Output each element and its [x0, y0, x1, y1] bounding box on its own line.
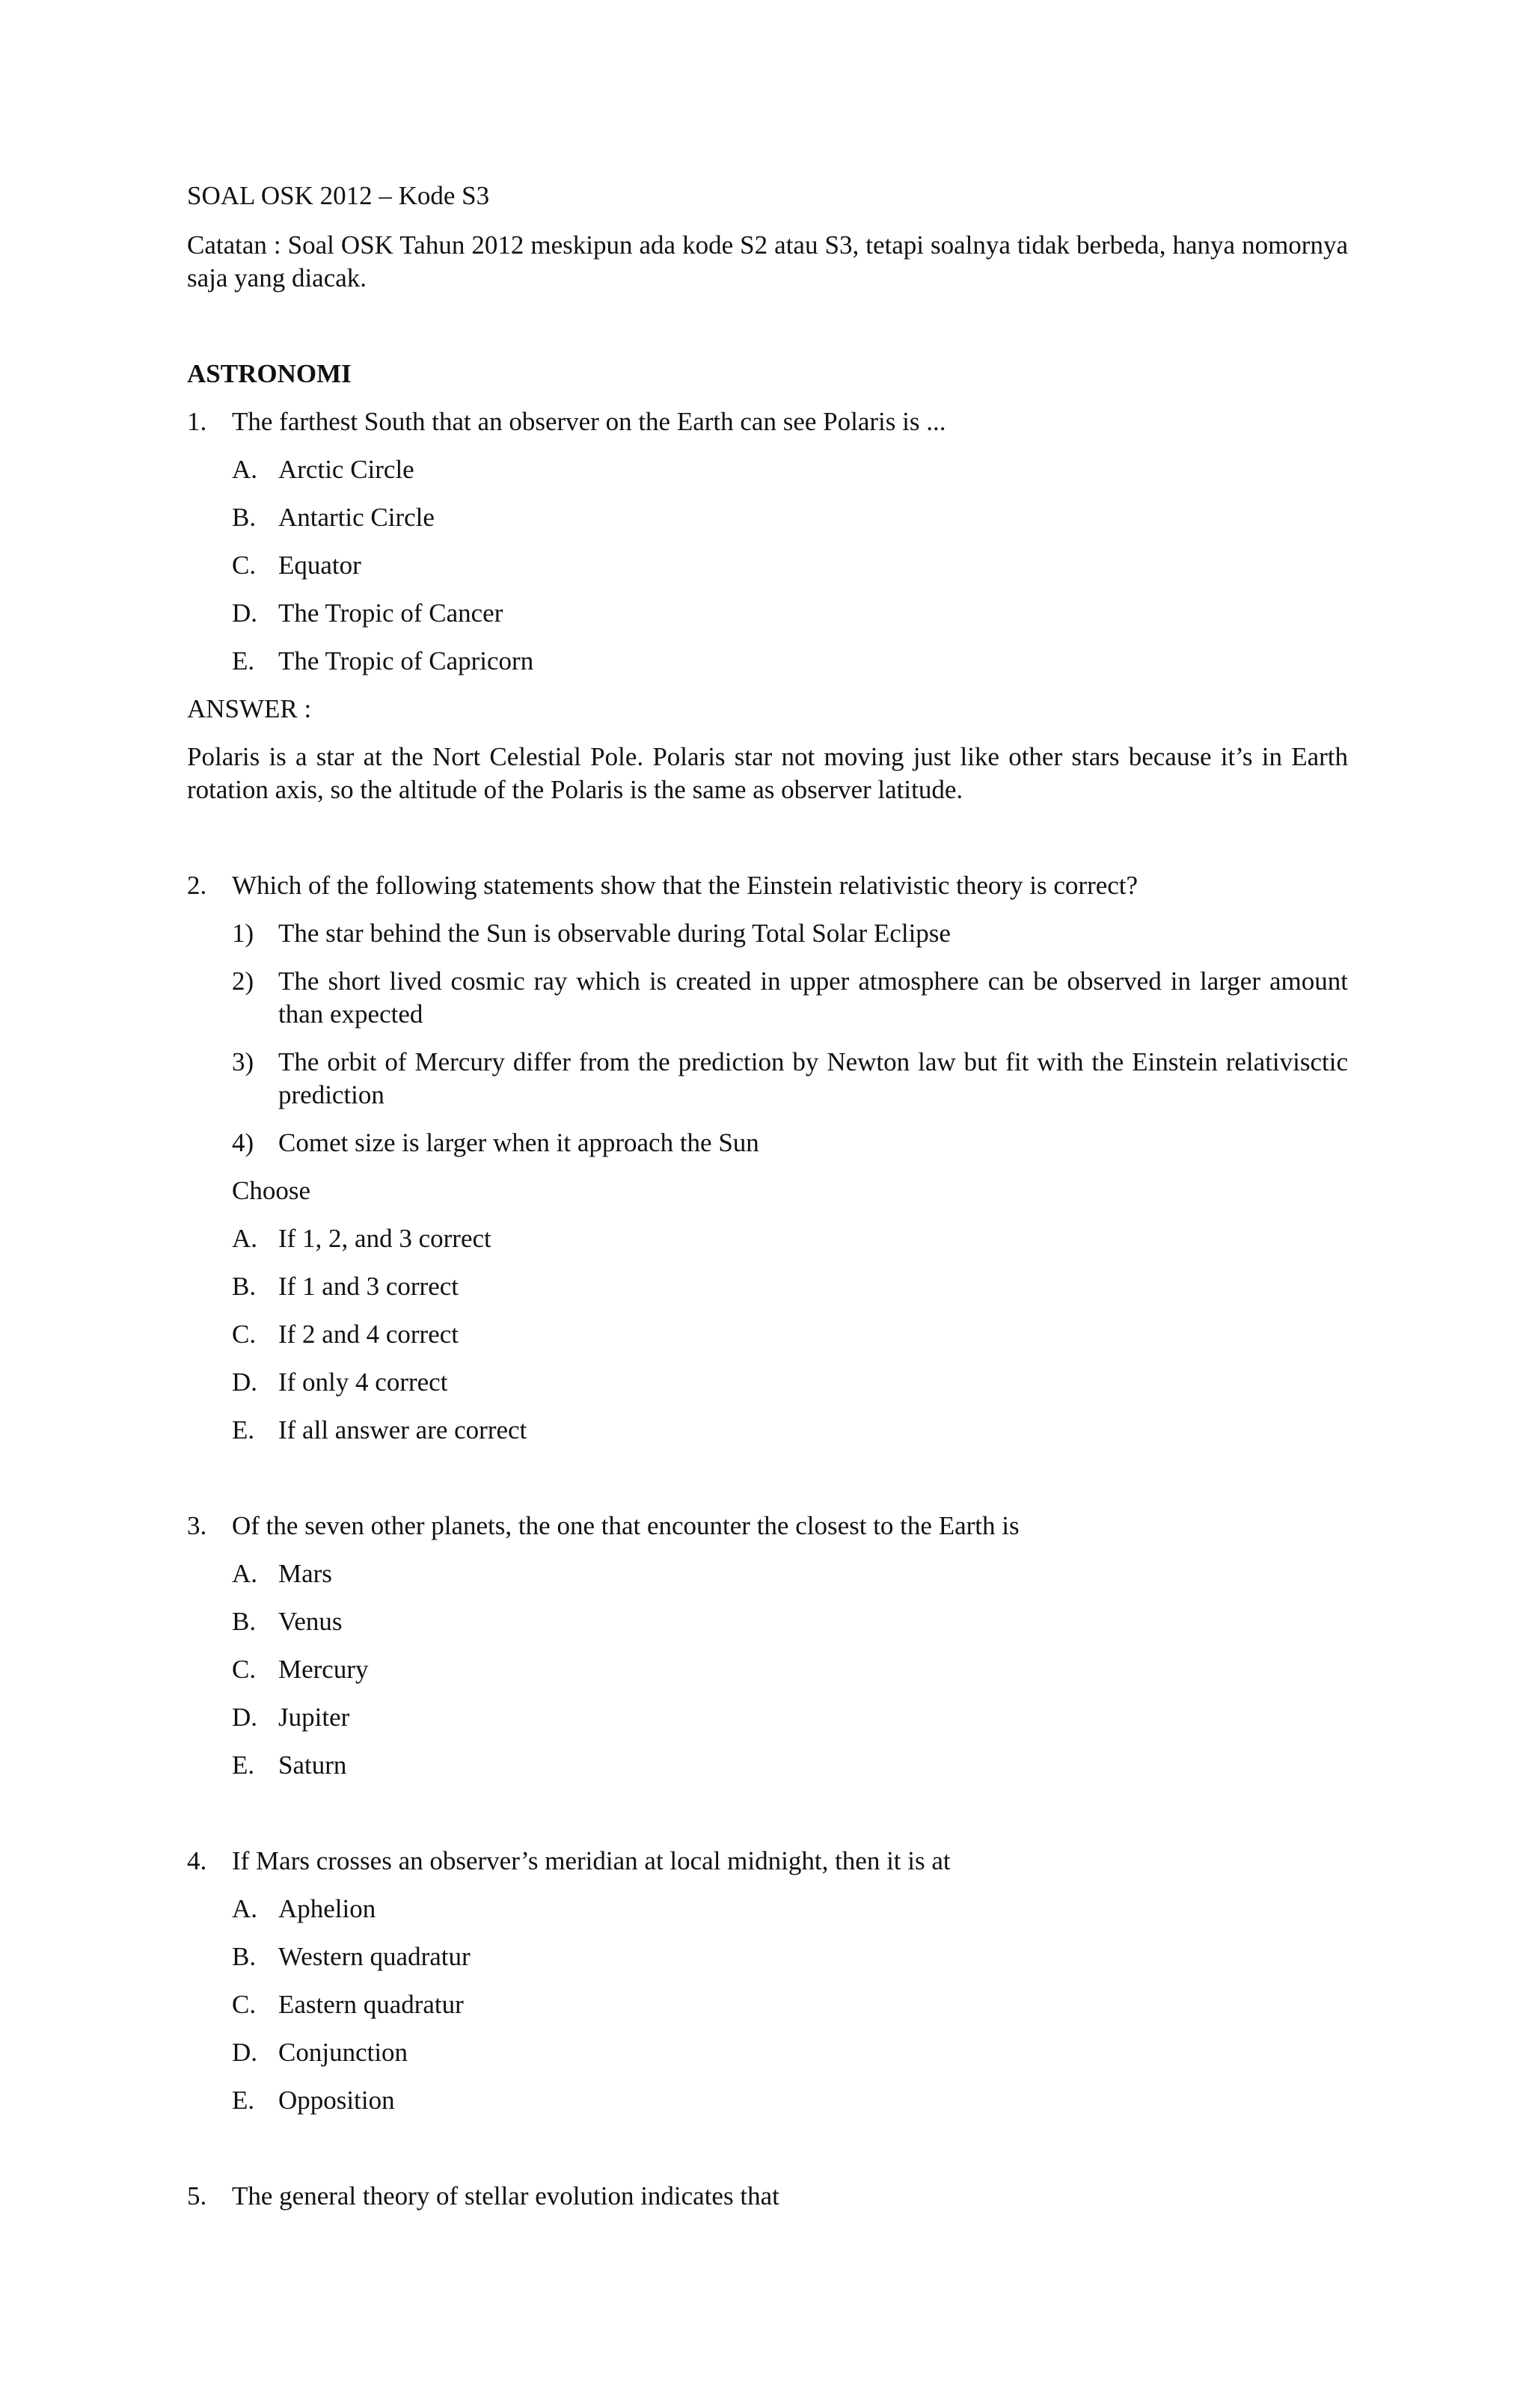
statement-number: 3) — [232, 1047, 254, 1076]
option-letter: B. — [232, 1272, 257, 1301]
option-c — [187, 1653, 1348, 1686]
option-letter: E. — [232, 1415, 255, 1445]
question-5 — [187, 2180, 1348, 2213]
question-number: 1. — [187, 407, 207, 436]
option-text: Aphelion — [278, 1894, 376, 1923]
choose-label: Choose — [232, 1176, 310, 1205]
question-stem: Of the seven other planets, the one that encounter the closest to the Earth is — [232, 1511, 1020, 1540]
question-text — [187, 405, 1348, 438]
option-a — [187, 1222, 1348, 1255]
question-text — [187, 1510, 1348, 1542]
option-letter: C. — [232, 1655, 257, 1684]
option-text: Mercury — [278, 1655, 369, 1684]
option-b — [187, 1605, 1348, 1638]
section-title: ASTRONOMI — [187, 359, 352, 388]
document-page — [187, 180, 1348, 2213]
statement-text: The short lived cosmic ray which is created in upper atmosphere can be observed in larger amount than expected — [278, 966, 1348, 1029]
option-letter: C. — [232, 1990, 257, 2019]
option-letter: B. — [232, 1942, 257, 1971]
option-text: Jupiter — [278, 1703, 350, 1732]
option-e — [187, 645, 1348, 678]
question-text — [187, 1845, 1348, 1878]
option-a — [187, 453, 1348, 486]
option-text: If 2 and 4 correct — [278, 1320, 459, 1349]
question-3 — [187, 1510, 1348, 1782]
option-text: Saturn — [278, 1750, 347, 1780]
option-c — [187, 1988, 1348, 2021]
option-d — [187, 1366, 1348, 1399]
question-number: 2. — [187, 871, 207, 900]
question-text — [187, 2180, 1348, 2213]
option-text: The Tropic of Capricorn — [278, 646, 534, 675]
statement-4 — [187, 1127, 1348, 1159]
document-title: SOAL OSK 2012 – Kode S3 — [187, 181, 490, 210]
answer-label: ANSWER : — [187, 694, 312, 723]
option-letter: D. — [232, 1703, 258, 1732]
option-e — [187, 2084, 1348, 2117]
option-text: Eastern quadratur — [278, 1990, 464, 2019]
option-text: Venus — [278, 1607, 343, 1636]
statement-text: The orbit of Mercury differ from the prediction by Newton law but fit with the Einstein relativisctic prediction — [278, 1047, 1348, 1109]
option-text: If 1 and 3 correct — [278, 1272, 459, 1301]
option-text: If 1, 2, and 3 correct — [278, 1224, 491, 1253]
option-c — [187, 1318, 1348, 1351]
question-stem: The farthest South that an observer on the Earth can see Polaris is ... — [232, 407, 946, 436]
option-letter: B. — [232, 1607, 257, 1636]
statement-2 — [187, 965, 1348, 1031]
question-number: 5. — [187, 2181, 207, 2211]
option-text: Equator — [278, 551, 361, 580]
option-text: If all answer are correct — [278, 1415, 527, 1445]
question-stem: If Mars crosses an observer’s meridian at local midnight, then it is at — [232, 1846, 951, 1875]
option-e — [187, 1749, 1348, 1782]
option-letter: D. — [232, 598, 258, 628]
option-letter: C. — [232, 551, 257, 580]
question-stem: The general theory of stellar evolution indicates that — [232, 2181, 779, 2211]
option-letter: E. — [232, 646, 255, 675]
statement-text: The star behind the Sun is observable during Total Solar Eclipse — [278, 919, 951, 948]
option-text: Antartic Circle — [278, 503, 435, 532]
option-text: If only 4 correct — [278, 1367, 448, 1397]
question-1 — [187, 405, 1348, 806]
question-number: 4. — [187, 1846, 207, 1875]
option-d — [187, 2036, 1348, 2069]
statement-number: 4) — [232, 1128, 254, 1157]
option-letter: A. — [232, 1224, 258, 1253]
option-letter: A. — [232, 1559, 258, 1588]
option-b — [187, 1270, 1348, 1303]
statement-1 — [187, 917, 1348, 950]
option-text: Arctic Circle — [278, 455, 414, 484]
option-letter: A. — [232, 1894, 258, 1923]
option-text: Conjunction — [278, 2038, 408, 2067]
statement-text: Comet size is larger when it approach the Sun — [278, 1128, 759, 1157]
question-4 — [187, 1845, 1348, 2117]
question-2 — [187, 869, 1348, 1447]
document-note: Catatan : Soal OSK Tahun 2012 meskipun ada kode S2 atau S3, tetapi soalnya tidak berbeda, hanya nomornya saja yang diacak. — [187, 230, 1348, 292]
option-letter: B. — [232, 503, 257, 532]
option-text: The Tropic of Cancer — [278, 598, 503, 628]
statement-number: 1) — [232, 919, 254, 948]
option-letter: D. — [232, 1367, 258, 1397]
option-c — [187, 549, 1348, 582]
question-stem: Which of the following statements show that the Einstein relativistic theory is correct? — [232, 871, 1139, 900]
option-e — [187, 1414, 1348, 1447]
option-b — [187, 1940, 1348, 1973]
option-text: Western quadratur — [278, 1942, 471, 1971]
option-text: Mars — [278, 1559, 332, 1588]
question-text — [187, 869, 1348, 902]
option-a — [187, 1557, 1348, 1590]
option-text: Opposition — [278, 2086, 395, 2115]
answer-text: Polaris is a star at the Nort Celestial Pole. Polaris star not moving just like other stars because it’s in Earth rotation axis, so the altitude of the Polaris is the same as observer latitude. — [187, 742, 1348, 804]
statement-number: 2) — [232, 966, 254, 996]
option-letter: C. — [232, 1320, 257, 1349]
option-letter: E. — [232, 1750, 255, 1780]
option-d — [187, 597, 1348, 630]
statement-3 — [187, 1046, 1348, 1112]
option-b — [187, 501, 1348, 534]
question-number: 3. — [187, 1511, 207, 1540]
option-letter: D. — [232, 2038, 258, 2067]
option-letter: E. — [232, 2086, 255, 2115]
option-letter: A. — [232, 455, 258, 484]
option-d — [187, 1701, 1348, 1734]
option-a — [187, 1893, 1348, 1926]
